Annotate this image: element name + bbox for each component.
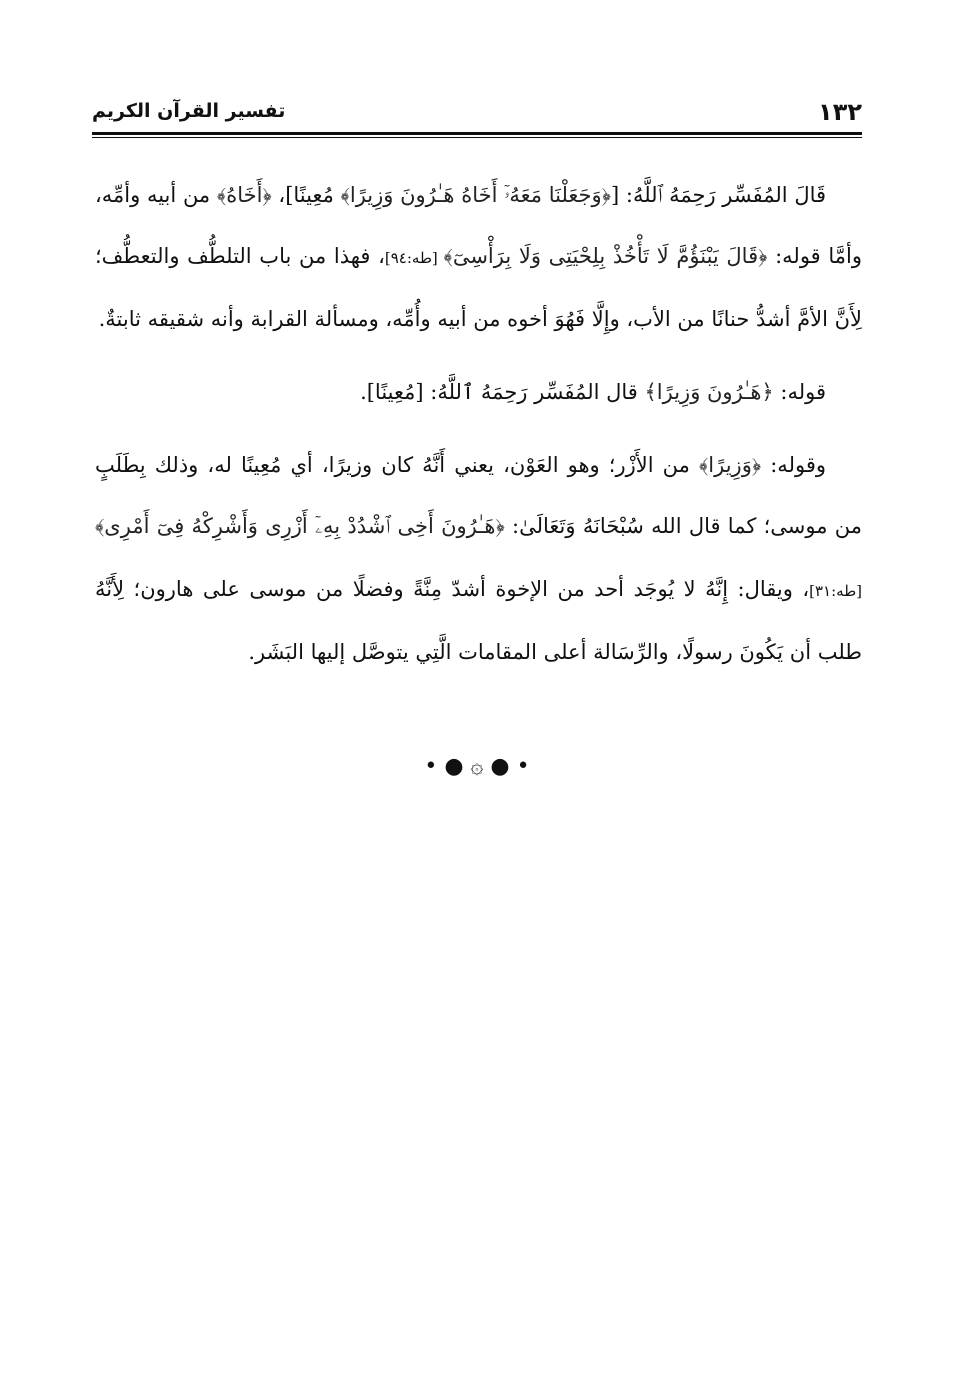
- quran-verse: ﴿أَخَاهُ﴾: [216, 183, 272, 207]
- section-end-ornament: • ● ۞ ● •: [424, 754, 530, 779]
- quran-verse: ﴿وَجَعَلْنَا مَعَهُۥٓ أَخَاهُ هَـٰرُونَ وَزِيرًا﴾: [340, 183, 611, 207]
- text-span: قوله:: [773, 380, 826, 404]
- text-span: قَالَ المُفَسِّر رَحِمَهُ ٱللَّهُ: [: [610, 183, 827, 207]
- paragraph: [95, 165, 862, 350]
- quran-verse: ﴿وَزِيرًا﴾: [698, 453, 762, 477]
- text-span: ، فهذا من باب التلطُّف والتعطُّف؛ لِأَنَّ الأمَّ أشدُّ حنانًا من الأب، وإِلَّا فَهُوَ أخوه من أبيه وأُمِّه، ومسألة القرابة وأنه شقيقه ثابتةٌ.: [95, 244, 862, 331]
- verse-reference: [طه:٣١]: [809, 582, 862, 600]
- text-span: وقوله:: [761, 453, 826, 477]
- paragraph: [95, 362, 862, 423]
- verse-reference: [طه:٩٤]: [384, 249, 444, 267]
- text-span: من الأَزْر؛ وهو العَوْن، يعني أَنَّهُ كان وزيرًا، أي مُعِينًا له، وذلك بِطَلَبٍ من موسى؛ كما قال الله سُبْحَانَهُ وَتَعَالَىٰ:: [95, 453, 862, 538]
- page-header: [92, 92, 862, 132]
- text-span: ، ويقال: إِنَّهُ لا يُوجَد أحد من الإخوة أشدّ مِنَّةً وفضلًا من موسى على هارون؛ لِأَنَّهُ طلب أن يَكُونَ رسولًا، والرِّسَالة أعلى المقامات الَّتِي يتوصَّل إليها البَشَر.: [95, 577, 862, 664]
- quran-verse: ﴿قَالَ يَبْنَؤُمَّ لَا تَأْخُذْ بِلِحْيَتِى وَلَا بِرَأْسِىٓ﴾: [443, 244, 768, 268]
- text-span: قال المُفَسِّر رَحِمَهُ ٱللَّهُ: [مُعِينًا].: [360, 380, 645, 404]
- running-title: تفسير القرآن الكريم: [92, 100, 286, 122]
- text-span: من أبيه وأمِّه، وأمَّا قوله:: [95, 183, 863, 268]
- quran-verse: ﴿هَـٰرُونَ وَزِيرًا﴾: [644, 380, 774, 404]
- quran-verse: ﴿هَـٰرُونَ أَخِى ٱشْدُدْ بِهِۦٓ أَزْرِى وَأَشْرِكْهُ فِىٓ أَمْرِى﴾: [95, 514, 505, 538]
- header-rule-thin: [92, 137, 862, 138]
- text-span: مُعِينًا]،: [271, 183, 341, 207]
- header-rule: [92, 132, 862, 135]
- page-number: ١٣٢: [818, 98, 862, 126]
- paragraph: [95, 435, 862, 683]
- body-text: [95, 165, 862, 695]
